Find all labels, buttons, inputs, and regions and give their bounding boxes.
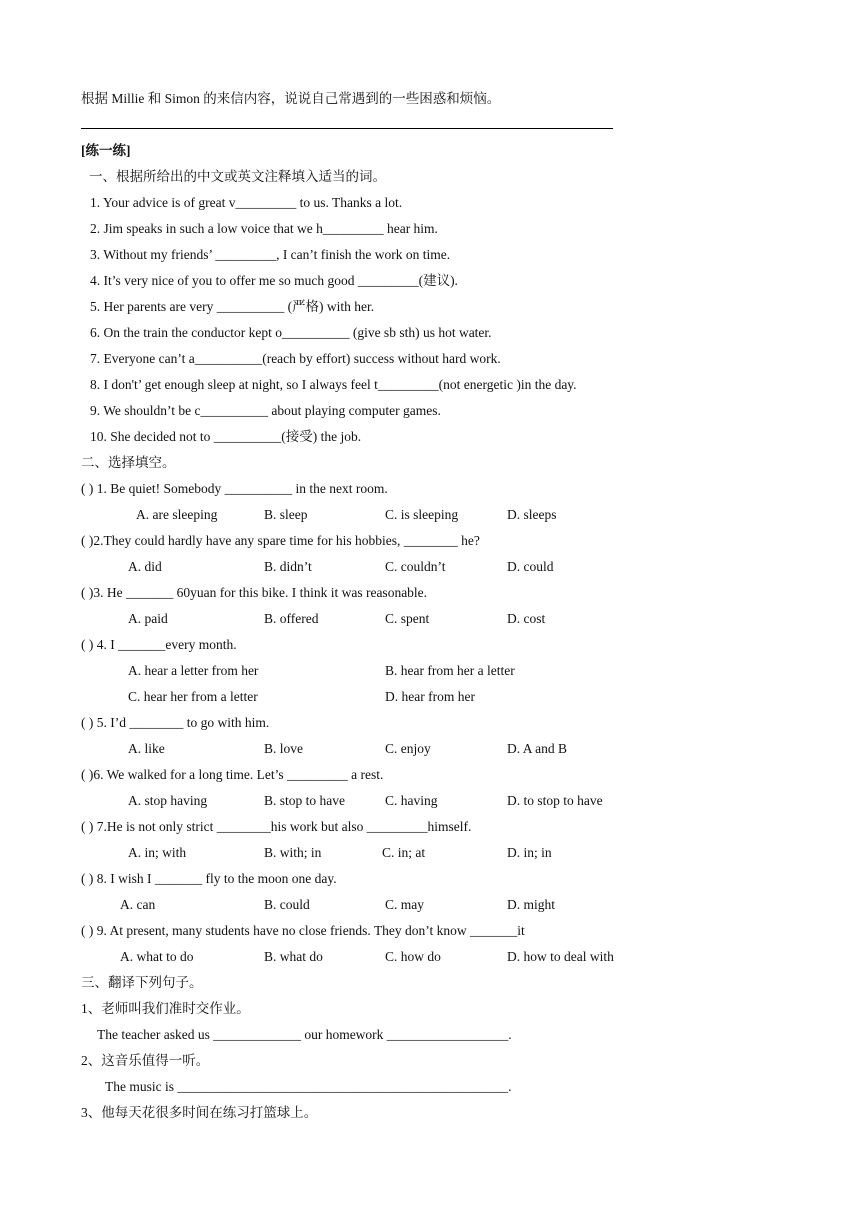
question-stem: ( ) 4. I _______every month. bbox=[81, 637, 237, 652]
option-c: C. having bbox=[385, 793, 438, 808]
fill-item: 2. Jim speaks in such a low voice that we h_________ hear him. bbox=[90, 221, 438, 236]
option-d: D. could bbox=[507, 559, 554, 574]
option-b: B. love bbox=[264, 741, 303, 756]
option-c: C. couldn’t bbox=[385, 559, 446, 574]
question-stem: ( )6. We walked for a long time. Let’s _________ a rest. bbox=[81, 767, 384, 782]
translation-prompt: 3、他每天花很多时间在练习打篮球上。 bbox=[81, 1105, 318, 1120]
option-d: D. hear from her bbox=[385, 689, 475, 704]
option-a: A. in; with bbox=[128, 845, 187, 860]
option-b: B. stop to have bbox=[264, 793, 345, 808]
fill-item: 4. It’s very nice of you to offer me so much good _________(建议). bbox=[90, 273, 458, 288]
intro-text: 根据 Millie 和 Simon 的来信内容，说说自己常遇到的一些困惑和烦恼。 bbox=[81, 91, 501, 106]
question-stem: ( ) 9. At present, many students have no close friends. They don’t know _______it bbox=[81, 923, 525, 938]
question-stem: ( ) 5. I’d ________ to go with him. bbox=[81, 715, 270, 730]
fill-item: 10. She decided not to __________(接受) the job. bbox=[90, 429, 362, 444]
fill-item: 3. Without my friends’ _________, I can’t finish the work on time. bbox=[90, 247, 451, 262]
answer-line bbox=[81, 128, 613, 129]
option-c: C. hear her from a letter bbox=[128, 689, 258, 704]
option-a: A. what to do bbox=[120, 949, 194, 964]
practice-heading: [练一练] bbox=[81, 143, 131, 158]
question-stem: ( )2.They could hardly have any spare time for his hobbies, ________ he? bbox=[81, 533, 480, 548]
option-b: B. sleep bbox=[264, 507, 308, 522]
option-b: B. what do bbox=[264, 949, 323, 964]
option-d: D. in; in bbox=[507, 845, 552, 860]
section2-heading: 二、选择填空。 bbox=[81, 455, 176, 470]
option-a: A. did bbox=[128, 559, 162, 574]
option-a: A. paid bbox=[128, 611, 168, 626]
option-a: A. can bbox=[120, 897, 156, 912]
option-b: B. could bbox=[264, 897, 310, 912]
option-a: A. like bbox=[128, 741, 165, 756]
translation-answer: The teacher asked us _____________ our homework __________________. bbox=[97, 1027, 512, 1042]
option-b: B. hear from her a letter bbox=[385, 663, 515, 678]
option-d: D. to stop to have bbox=[507, 793, 603, 808]
fill-item: 5. Her parents are very __________ (严格) with her. bbox=[90, 299, 375, 314]
fill-item: 8. I don't’ get enough sleep at night, so I always feel t_________(not energetic )in the day. bbox=[90, 377, 577, 392]
option-a: A. stop having bbox=[128, 793, 208, 808]
option-c: C. enjoy bbox=[385, 741, 431, 756]
option-a: A. are sleeping bbox=[136, 507, 218, 522]
option-c: C. how do bbox=[385, 949, 441, 964]
question-stem: ( ) 8. I wish I _______ fly to the moon one day. bbox=[81, 871, 337, 886]
translation-prompt: 2、这音乐值得一听。 bbox=[81, 1053, 210, 1068]
option-d: D. might bbox=[507, 897, 556, 912]
fill-item: 6. On the train the conductor kept o__________ (give sb sth) us hot water. bbox=[90, 325, 492, 340]
fill-item: 1. Your advice is of great v_________ to us. Thanks a lot. bbox=[90, 195, 403, 210]
translation-prompt: 1、老师叫我们准时交作业。 bbox=[81, 1001, 250, 1016]
option-a: A. hear a letter from her bbox=[128, 663, 259, 678]
option-c: C. in; at bbox=[382, 845, 426, 860]
option-d: D. cost bbox=[507, 611, 546, 626]
option-c: C. may bbox=[385, 897, 424, 912]
question-stem: ( )3. He _______ 60yuan for this bike. I think it was reasonable. bbox=[81, 585, 428, 600]
option-d: D. sleeps bbox=[507, 507, 557, 522]
option-b: B. offered bbox=[264, 611, 319, 626]
fill-item: 9. We shouldn’t be c__________ about playing computer games. bbox=[90, 403, 441, 418]
option-b: B. with; in bbox=[264, 845, 322, 860]
option-d: D. A and B bbox=[507, 741, 568, 756]
option-c: C. is sleeping bbox=[385, 507, 459, 522]
question-stem: ( ) 1. Be quiet! Somebody __________ in the next room. bbox=[81, 481, 388, 496]
option-c: C. spent bbox=[385, 611, 430, 626]
option-b: B. didn’t bbox=[264, 559, 312, 574]
option-d: D. how to deal with bbox=[507, 949, 614, 964]
translation-answer: The music is _________________________________________________. bbox=[105, 1079, 512, 1094]
section1-heading: 一、根据所给出的中文或英文注释填入适当的词。 bbox=[89, 169, 386, 184]
section3-heading: 三、翻译下列句子。 bbox=[81, 975, 203, 990]
question-stem: ( ) 7.He is not only strict ________his work but also _________himself. bbox=[81, 819, 472, 834]
fill-item: 7. Everyone can’t a__________(reach by effort) success without hard work. bbox=[90, 351, 501, 366]
